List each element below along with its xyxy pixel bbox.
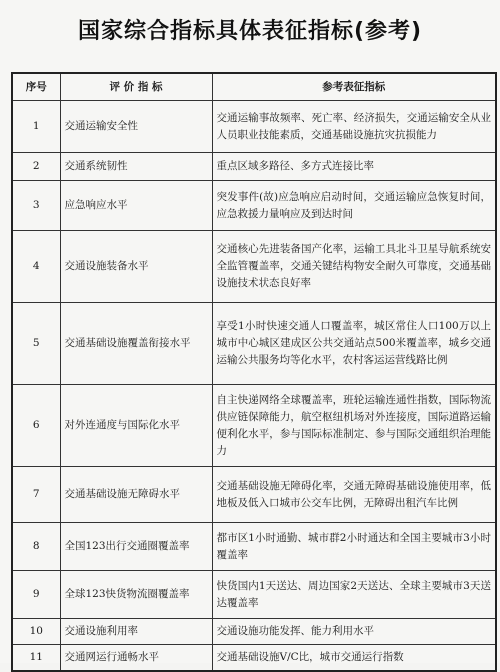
row-indicator: 交通基础设施覆盖衔接水平 — [60, 303, 212, 385]
row-no: 9 — [12, 571, 60, 619]
row-no: 11 — [12, 645, 60, 671]
row-indicator: 全球123快货物流圈覆盖率 — [60, 571, 212, 619]
indicator-table — [11, 72, 497, 672]
row-reference: 享受1小时快速交通人口覆盖率，城区常住人口100万以上城市中心城区建成区公共交通站点500米覆盖率，城乡交通运输公共服务均等化水平，农村客运运营线路比例 — [212, 303, 496, 385]
table-row — [12, 181, 496, 231]
row-reference: 交通设施功能发挥、能力利用水平 — [212, 619, 496, 645]
row-indicator: 全国123出行交通圈覆盖率 — [60, 523, 212, 571]
table-row — [12, 153, 496, 181]
row-indicator: 应急响应水平 — [60, 181, 212, 231]
row-indicator: 对外连通度与国际化水平 — [60, 385, 212, 467]
row-no: 7 — [12, 467, 60, 523]
row-no: 4 — [12, 231, 60, 303]
row-indicator: 交通网运行通畅水平 — [60, 645, 212, 671]
table-header-row — [12, 73, 496, 101]
row-reference: 快货国内1天送达、周边国家2天送达、全球主要城市3天送达覆盖率 — [212, 571, 496, 619]
row-reference: 交通运输事故频率、死亡率、经济损失，交通运输安全从业人员职业技能素质，交通基础设施抗灾抗损能力 — [212, 101, 496, 153]
table-row — [12, 645, 496, 671]
row-indicator: 交通设施装备水平 — [60, 231, 212, 303]
table-row — [12, 231, 496, 303]
row-reference: 都市区1小时通勤、城市群2小时通达和全国主要城市3小时覆盖率 — [212, 523, 496, 571]
table-row — [12, 101, 496, 153]
table-row — [12, 619, 496, 645]
header-no: 序号 — [12, 73, 60, 101]
row-indicator: 交通设施利用率 — [60, 619, 212, 645]
table-row — [12, 303, 496, 385]
row-reference: 交通基础设施V/C比，城市交通运行指数 — [212, 645, 496, 671]
row-indicator: 交通运输安全性 — [60, 101, 212, 153]
row-no: 5 — [12, 303, 60, 385]
header-indicator: 评 价 指 标 — [60, 73, 212, 101]
row-no: 8 — [12, 523, 60, 571]
table-row — [12, 571, 496, 619]
table-row — [12, 467, 496, 523]
row-reference: 交通核心先进装备国产化率，运输工具北斗卫星导航系统安全监管覆盖率，交通关键结构物安全耐久可靠度，交通基础设施技术状态良好率 — [212, 231, 496, 303]
row-indicator: 交通系统韧性 — [60, 153, 212, 181]
row-indicator: 交通基础设施无障碍水平 — [60, 467, 212, 523]
row-reference: 突发事件(故)应急响应启动时间，交通运输应急恢复时间，应急救援力量响应及到达时间 — [212, 181, 496, 231]
row-reference: 交通基础设施无障碍化率，交通无障碍基础设施使用率，低地板及低入口城市公交车比例，无障碍出租汽车比例 — [212, 467, 496, 523]
table-row — [12, 385, 496, 467]
table-row — [12, 523, 496, 571]
row-reference: 重点区域多路径、多方式连接比率 — [212, 153, 496, 181]
header-reference: 参考表征指标 — [212, 73, 496, 101]
row-no: 2 — [12, 153, 60, 181]
row-no: 10 — [12, 619, 60, 645]
row-reference: 自主快递网络全球覆盖率，班轮运输连通性指数，国际物流供应链保障能力，航空枢纽机场对外连接度，国际道路运输便利化水平，参与国际标准制定、参与国际交通组织治理能力 — [212, 385, 496, 467]
page-title: 国家综合指标具体表征指标(参考) — [77, 19, 423, 44]
row-no: 3 — [12, 181, 60, 231]
row-no: 1 — [12, 101, 60, 153]
row-no: 6 — [12, 385, 60, 467]
